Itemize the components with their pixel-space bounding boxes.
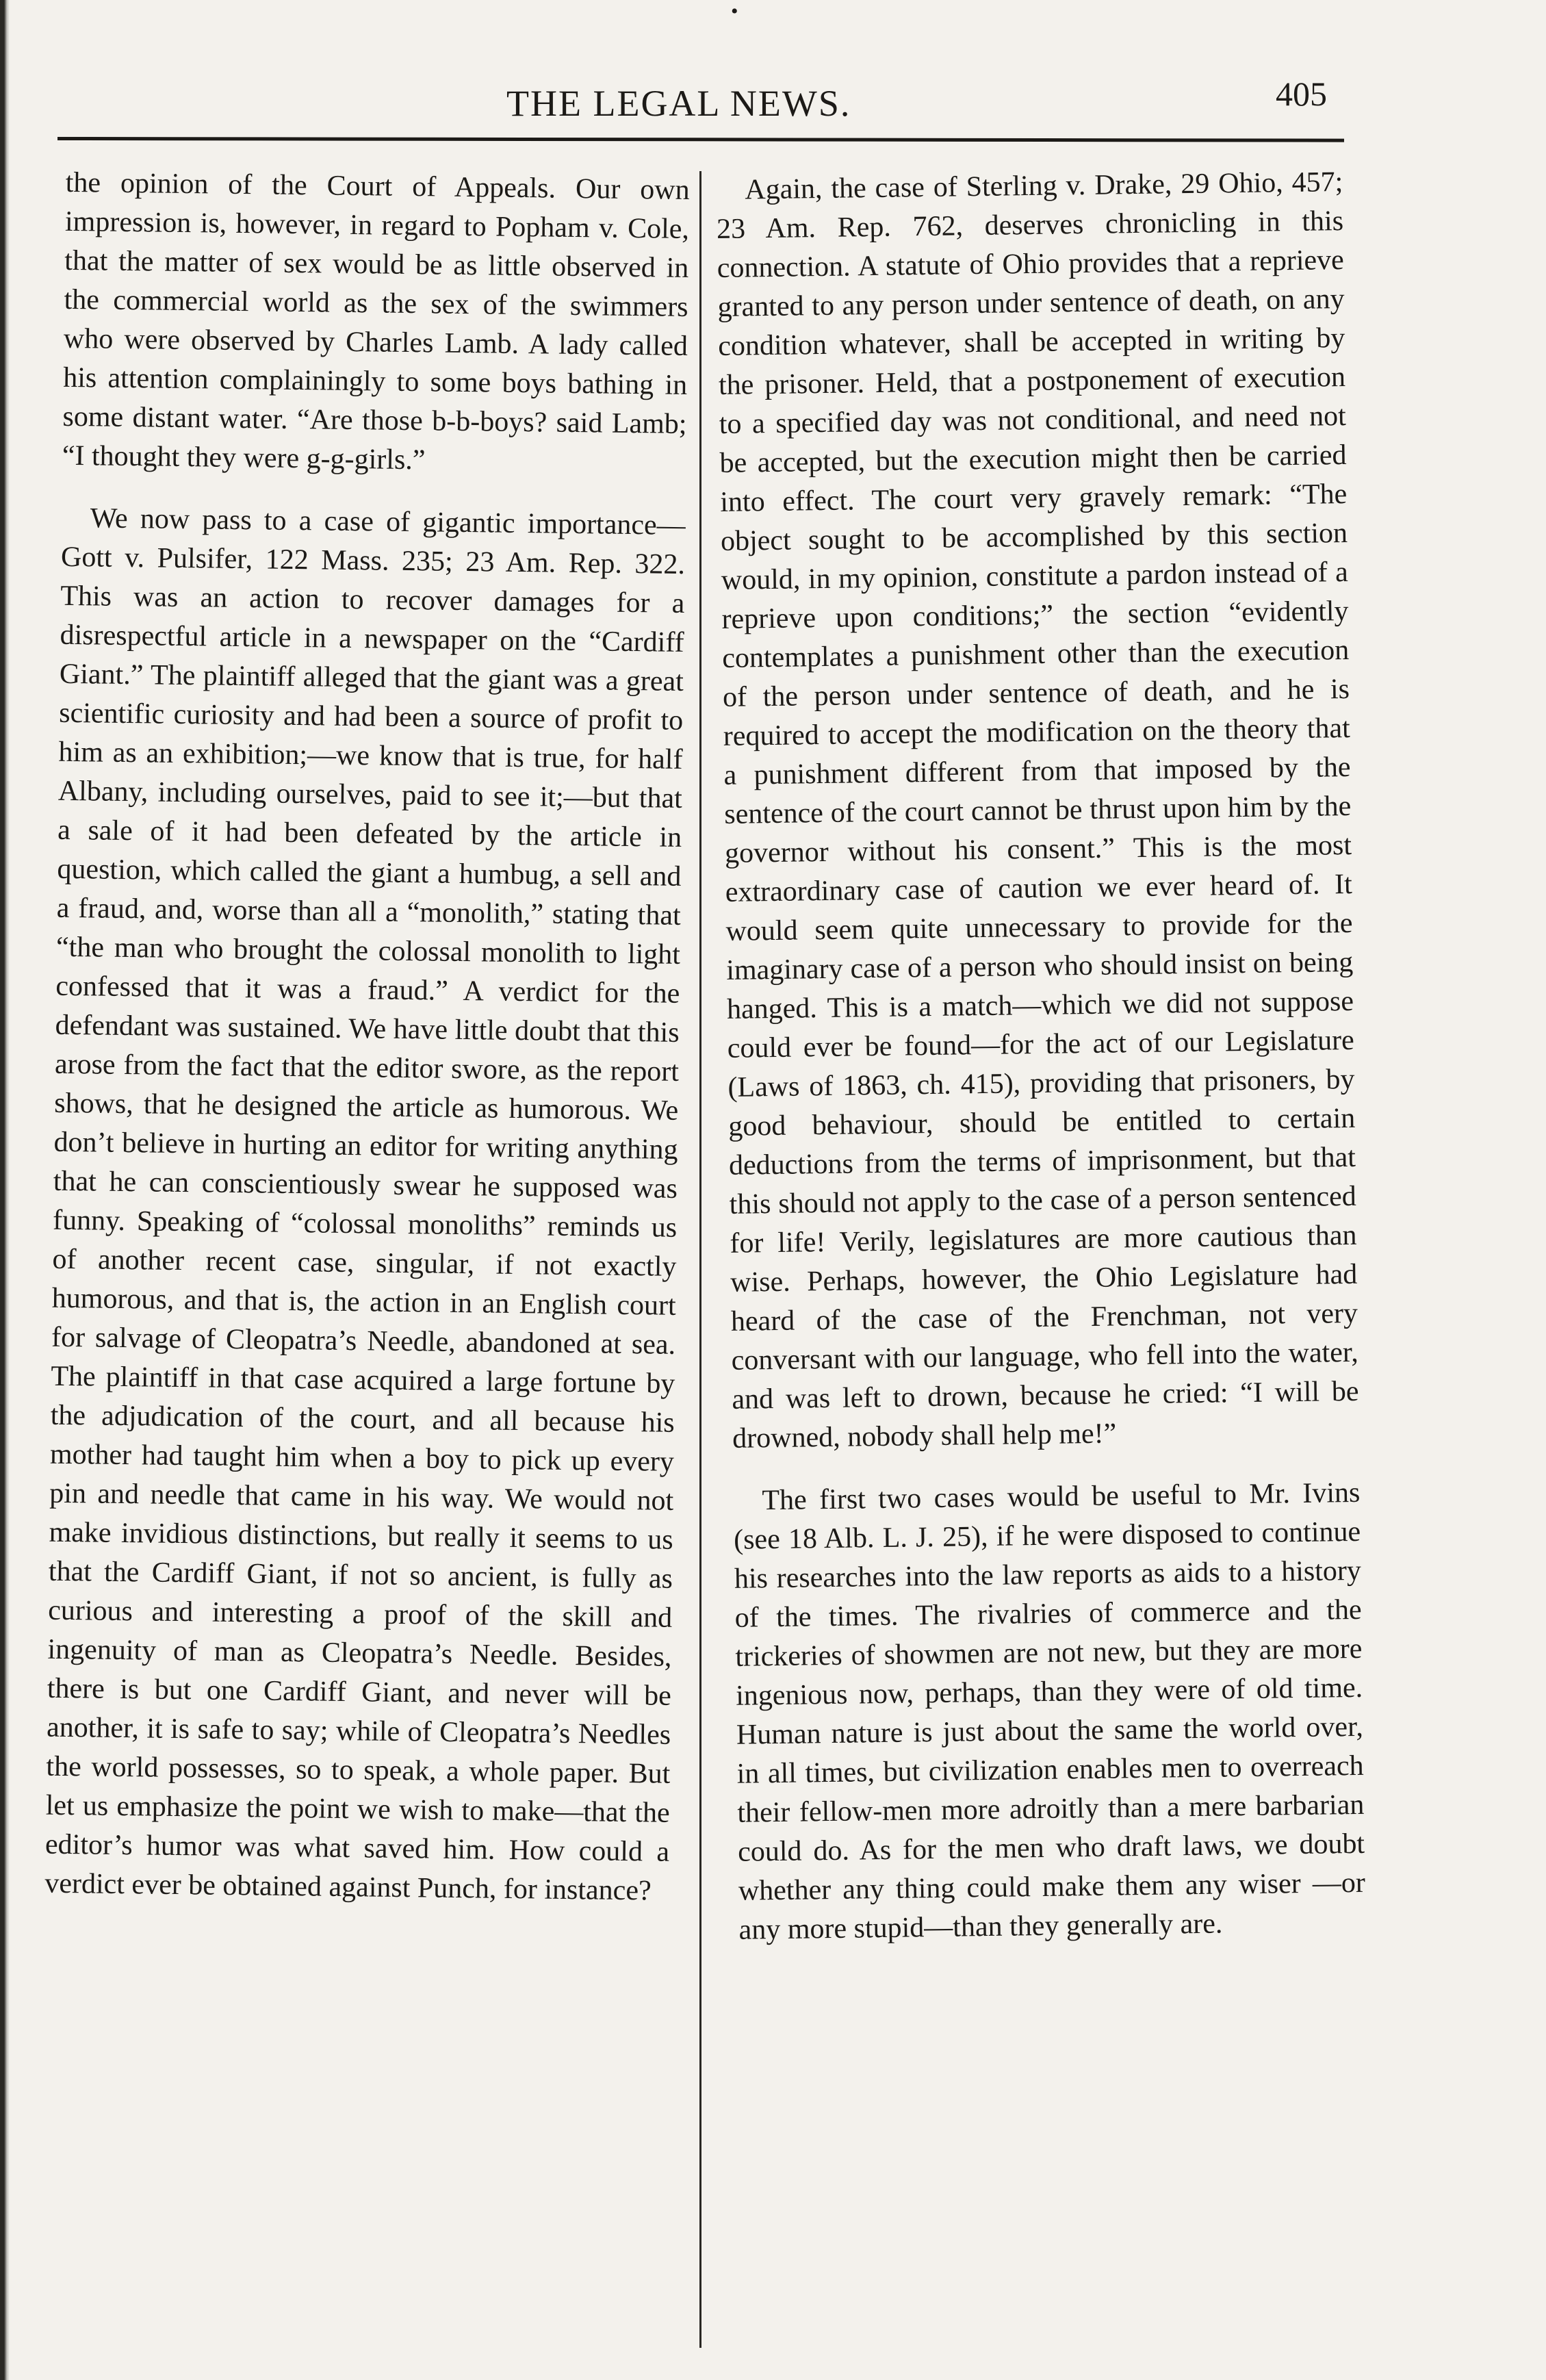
right-column [716,163,1366,1973]
right-paragraph-1: Again, the case of Sterling v. Drake, 29 Ohio, 457; 23 Am. Rep. 762, deserves chronicling in this connection. A statute of Ohio provides that a reprieve granted to any person under sentence of death, on any condition whatever, shall be accepted in writing by the prisoner. Held, that a postponement of execution to a specified day was not conditional, and need not be accepted, but the execution might then be carried into effect. The court very gravely remark: “The object sought to be accomplished by this section would, in my opinion, constitute a pardon instead of a reprieve upon conditions;” the section “evidently contemplates a punishment other than the execution of the person under sentence of death, and he is required to accept the modification on the theory that a punishment different from that imposed by the sentence of the court cannot be thrust upon him by the governor without his consent.” This is the most extraordinary case of caution we ever heard of. It would seem quite unnecessary to provide for the imaginary case of a person who should insist on being hanged. This is a match—which we did not suppose could ever be found—for the act of our Legislature (Laws of 1863, ch. 415), providing that prisoners, by good behaviour, should be entitled to certain deductions from the terms of imprisonment, but that this should not apply to the case of a person sentenced for life! Verily, legislatures are more cautious than wise. Perhaps, however, the Ohio Legislature had heard of the case of the Frenchman, not very conversant with our language, who fell into the water, and was left to drown, because he cried: “I will be drowned, nobody shall help me!” [716,166,1359,1455]
page-number: 405 [1276,75,1327,113]
left-column [44,164,690,1934]
top-ink-mark: • [731,0,738,23]
header-rule [57,137,1344,142]
right-paragraph-2: The first two cases would be useful to Mr. Ivins (see 18 Alb. L. J. 25), if he were disposed to continue his researches into the law reports as aids to a history of the times. The rivalries of commerce and the trickeries of showmen are not new, but they are more ingenious now, perhaps, than they were of old time. Human nature is just about the same the world over, in all times, but civilization enables men to overreach their fellow-men more adroitly than a mere barbarian could do. As for the men who draft laws, we doubt whether any thing could make them any wiser —or any more stupid—than they generally are. [733,1476,1366,1946]
running-head-title: THE LEGAL NEWS. [506,83,851,124]
column-divider [699,171,701,2348]
left-paragraph-1: the opinion of the Court of Appeals. Our own impression is, however, in regard to Popham v. Cole, that the matter of sex would be as little observed in the commercial world as the sex of the swimmers who were observed by Charles Lamb. A lady called his attention complainingly to some boys bathing in some distant water. “Are those b-b-boys? said Lamb; “I thought they were g-g-girls.” [62,166,690,476]
page-binding-edge [0,0,10,2380]
left-paragraph-2: We now pass to a case of gigantic importance—Gott v. Pulsifer, 122 Mass. 235; 23 Am. Rep. 322. This was an action to recover damages for a disrespectful article in a newspaper on the “Cardiff Giant.” The plaintiff alleged that the giant was a great scientific curiosity and had been a source of profit to him as an exhibition;—we know that is true, for half Albany, including ourselves, paid to see it;—but that a sale of it had been defeated by the article in question, which called the giant a humbug, a sell and a fraud, and, worse than all a “monolith,” stating that “the man who brought the colossal monolith to light confessed that it was a fraud.” A verdict for the defendant was sustained. We have little doubt that this arose from the fact that the editor swore, as the report shows, that he designed the article as humorous. We don’t believe in hurting an editor for writing anything that he can conscientiously swear he supposed was funny. Speaking of “colossal monoliths” reminds us of another recent case, singular, if not exactly humorous, and that is, the action in an English court for salvage of Cleopatra’s Needle, abandoned at sea. The plaintiff in that case acquired a large fortune by the adjudication of the court, and all because his mother had taught him when a boy to pick up every pin and needle that came in his way. We would not make invidious distinctions, but really it seems to us that the Cardiff Giant, if not so ancient, is fully as curious and interesting a proof of the skill and ingenuity of man as Cleopatra’s Needle. Besides, there is but one Cardiff Giant, and never will be another, it is safe to say; while of Cleopatra’s Needles the world possesses, so to speak, a whole paper. But let us emphasize the point we wish to make—that the editor’s humor was what saved him. How could a verdict ever be obtained against Punch, for instance? [44,502,686,1907]
